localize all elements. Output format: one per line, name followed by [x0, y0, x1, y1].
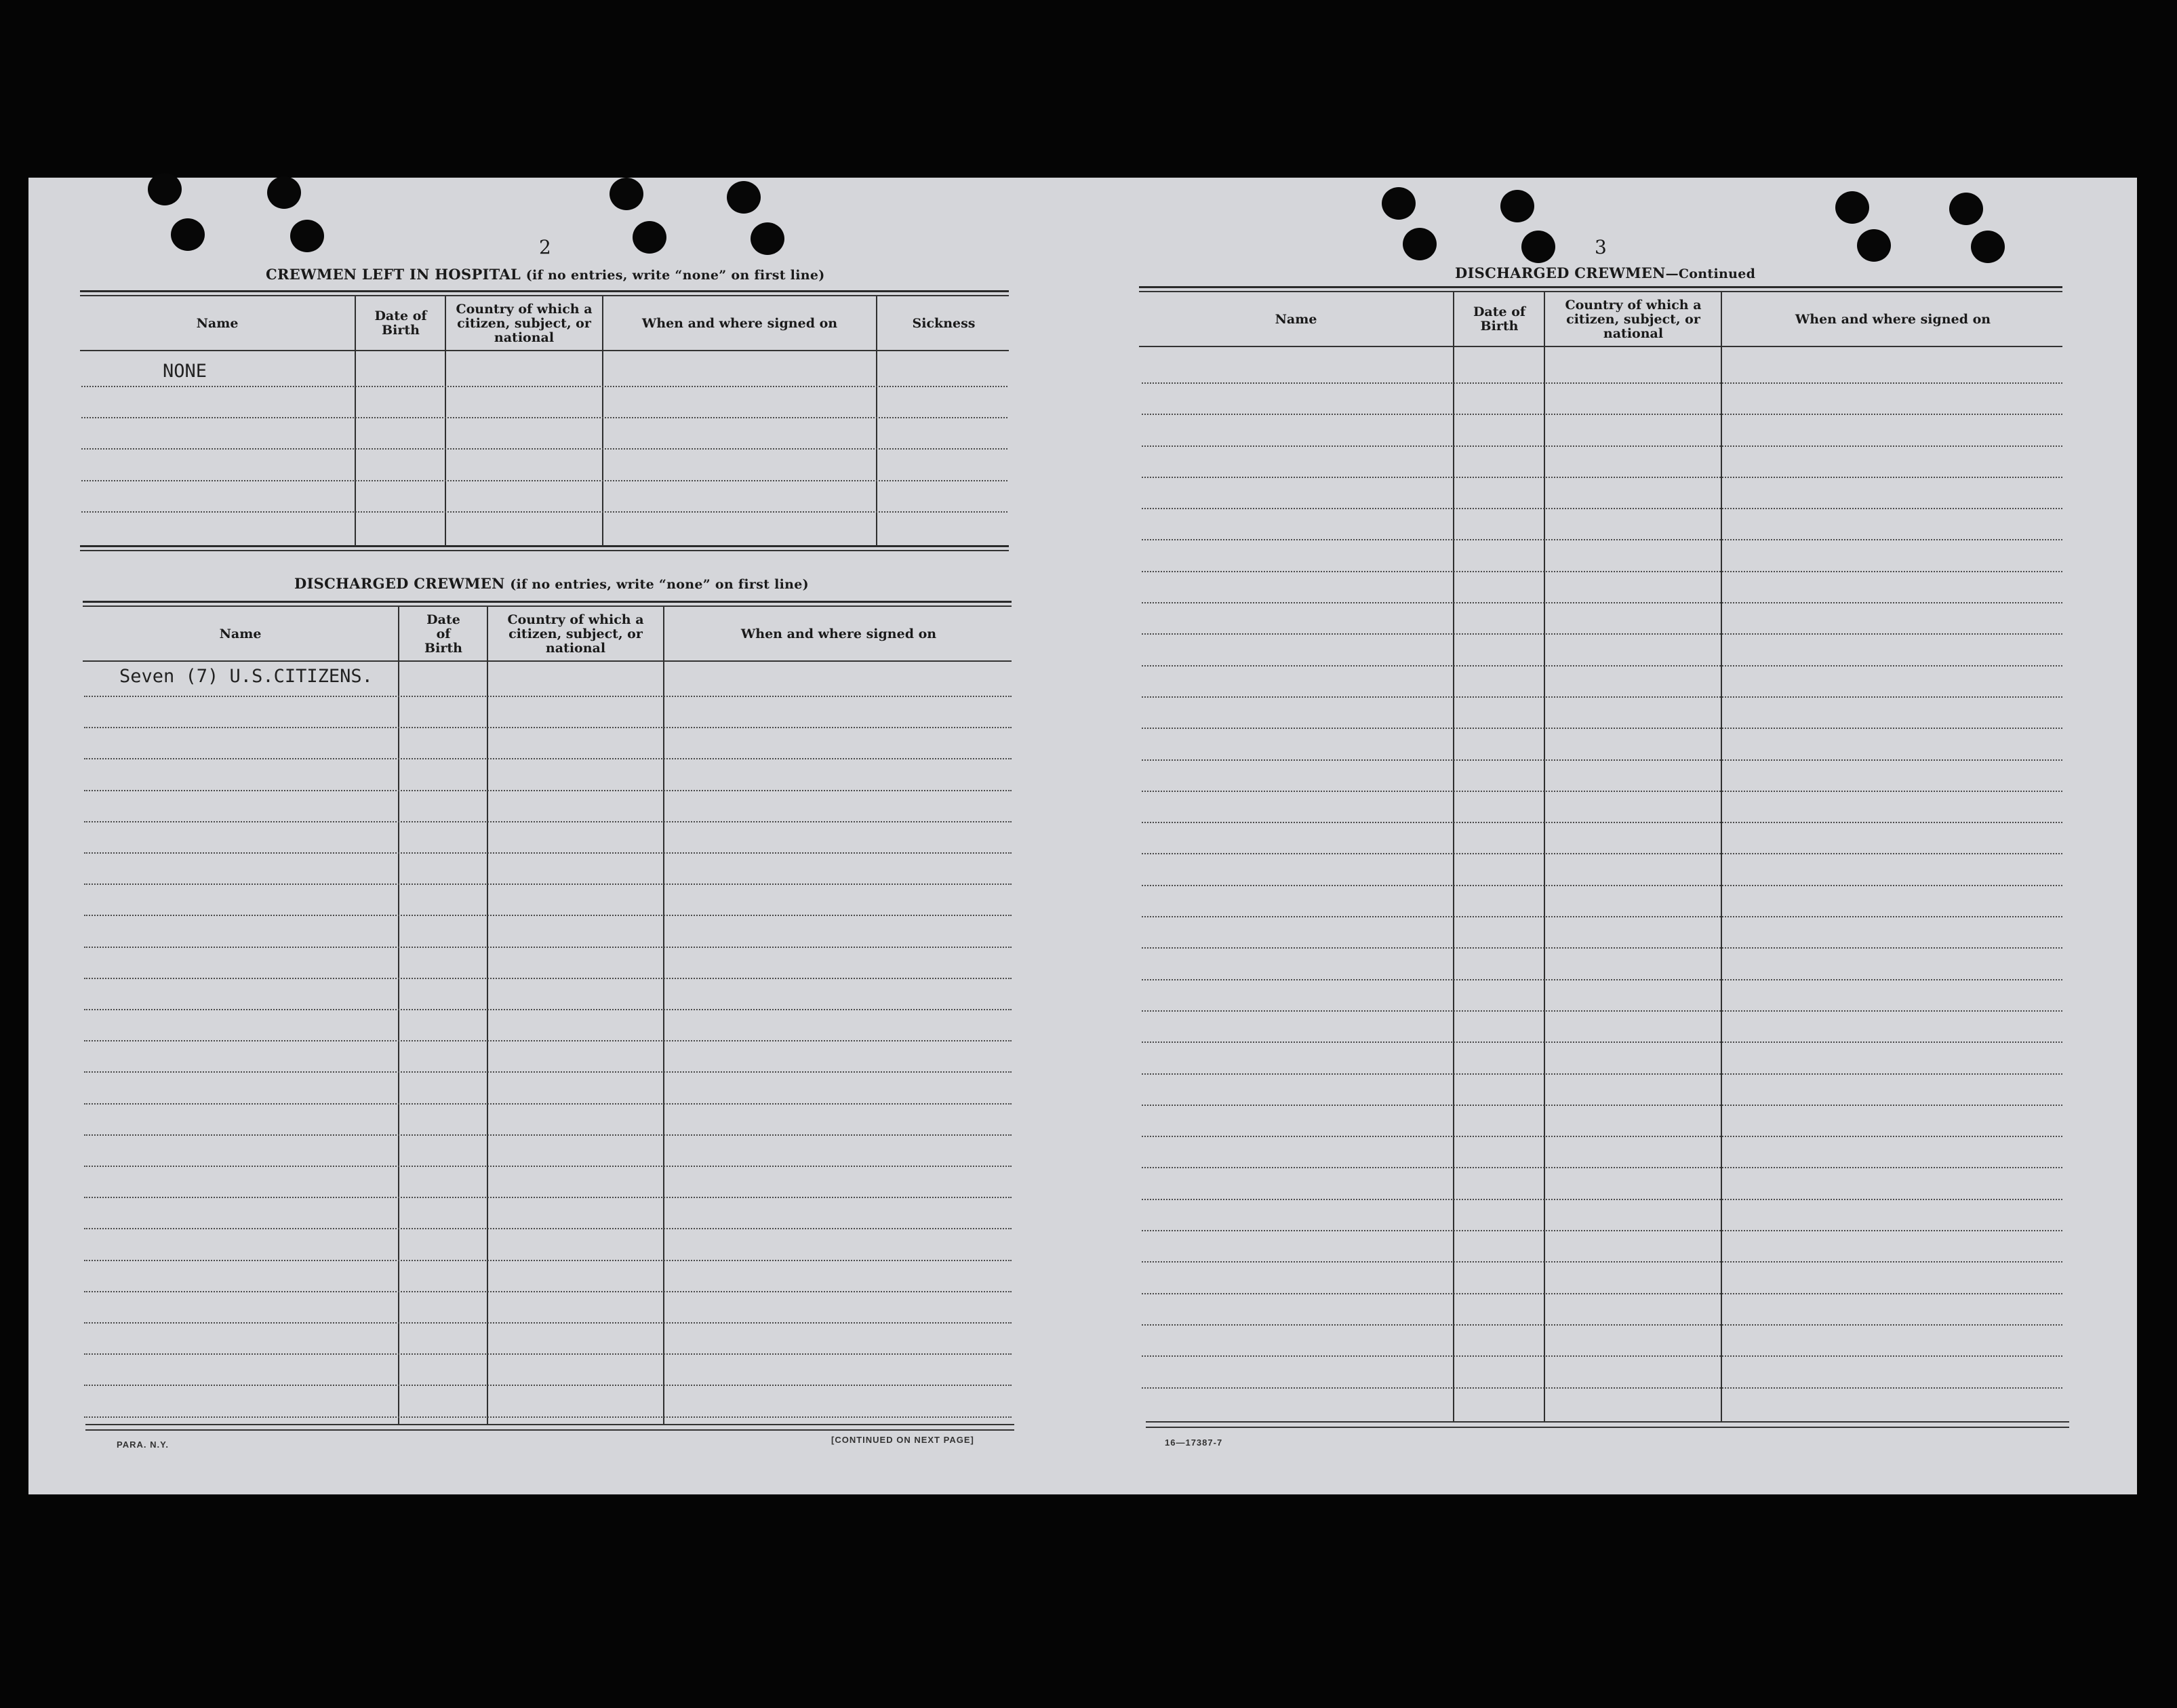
ruled-row-line — [84, 1385, 1012, 1386]
ruled-row-line — [84, 1353, 1012, 1355]
hospital-row-line — [81, 480, 1007, 481]
page-number-right: 3 — [1595, 236, 1607, 258]
ruled-row-line — [84, 1228, 1012, 1229]
hospital-col-divider — [355, 296, 356, 547]
right-header-signed: When and where signed on — [1795, 311, 1991, 327]
discharged-table-top-rule-2 — [83, 605, 1012, 607]
hospital-table-top-rule — [80, 290, 1009, 292]
right-col-divider — [1721, 292, 1722, 1422]
right-col-divider — [1453, 292, 1454, 1422]
ruled-row-line — [1142, 1293, 2062, 1294]
hospital-col-divider — [876, 296, 877, 547]
ruled-row-line — [84, 978, 1012, 979]
ruled-row-line — [1142, 1355, 2062, 1357]
hospital-entry-name: NONE — [163, 361, 207, 382]
discharged-header-name: Name — [219, 626, 262, 641]
ruled-row-line — [1142, 1136, 2062, 1137]
ruled-row-line — [1142, 696, 2062, 698]
punch-hole — [610, 178, 643, 210]
ruled-row-line — [1142, 633, 2062, 635]
ruled-row-line — [1142, 1261, 2062, 1263]
punch-hole — [1835, 191, 1869, 224]
ruled-row-line — [84, 947, 1012, 948]
hospital-header-dob: Date of Birth — [374, 309, 427, 338]
page-number-left: 2 — [539, 236, 551, 258]
ruled-row-line — [1142, 508, 2062, 509]
ruled-row-line — [1142, 728, 2062, 729]
right-table-bottom-rule-2 — [1146, 1427, 2069, 1428]
hospital-title-note: (if no entries, write “none” on first line) — [525, 268, 825, 283]
right-header-name: Name — [1275, 311, 1317, 327]
ruled-row-line — [1142, 571, 2062, 572]
ruled-row-line — [84, 696, 1012, 697]
ruled-row-line — [1142, 822, 2062, 823]
punch-hole — [1382, 187, 1416, 220]
discharged-col-divider — [663, 607, 664, 1425]
ruled-row-line — [1142, 665, 2062, 667]
ruled-row-line — [1142, 853, 2062, 854]
ruled-row-line — [84, 1291, 1012, 1292]
right-header-dob: Date of Birth — [1473, 304, 1526, 334]
right-table-bottom-rule — [1146, 1421, 2069, 1423]
hospital-table-top-rule-2 — [80, 295, 1009, 296]
right-table-top-rule — [1139, 286, 2062, 288]
discharged-section-title — [294, 575, 809, 592]
discharged-entry-name: Seven (7) U.S.CITIZENS. — [119, 666, 373, 687]
discharged-continued-suffix: —Continued — [1665, 266, 1756, 281]
ruled-row-line — [84, 758, 1012, 759]
punch-hole — [633, 221, 666, 254]
document-sheet — [28, 178, 2137, 1494]
ruled-row-line — [84, 790, 1012, 791]
discharged-table-top-rule — [83, 601, 1012, 603]
right-col-divider — [1544, 292, 1545, 1422]
ruled-row-line — [84, 1134, 1012, 1136]
ruled-row-line — [84, 1009, 1012, 1010]
punch-hole — [290, 220, 324, 252]
ruled-row-line — [1142, 1010, 2062, 1012]
ruled-row-line — [1142, 1073, 2062, 1075]
punch-hole — [1521, 231, 1555, 263]
printer-mark: PARA. N.Y. — [117, 1439, 169, 1450]
hospital-header-name: Name — [196, 315, 239, 331]
punch-hole — [171, 218, 205, 251]
ruled-row-line — [1142, 414, 2062, 415]
ruled-row-line — [1142, 445, 2062, 447]
discharged-continued-title — [1455, 264, 1755, 281]
punch-hole — [1500, 190, 1534, 222]
ruled-row-line — [1142, 1324, 2062, 1326]
form-code: 16—17387-7 — [1165, 1437, 1223, 1448]
ruled-row-line — [84, 727, 1012, 728]
hospital-header-rule — [80, 350, 1009, 351]
ruled-row-line — [84, 1166, 1012, 1167]
ruled-row-line — [1142, 1387, 2062, 1389]
ruled-row-line — [84, 1071, 1012, 1073]
discharged-col-divider — [487, 607, 488, 1425]
hospital-row-line — [81, 417, 1007, 418]
punch-hole — [148, 173, 182, 205]
hospital-section-title — [266, 266, 825, 283]
right-header-rule — [1139, 346, 2062, 347]
hospital-row-line — [81, 386, 1007, 387]
ruled-row-line — [84, 1197, 1012, 1198]
hospital-header-signed: When and where signed on — [641, 315, 838, 331]
ruled-row-line — [1142, 1230, 2062, 1231]
ruled-row-line — [1142, 947, 2062, 949]
ruled-row-line — [1142, 382, 2062, 384]
ruled-row-line — [84, 1260, 1012, 1261]
punch-hole — [727, 181, 761, 214]
ruled-row-line — [1142, 791, 2062, 792]
discharged-title-note: (if no entries, write “none” on first line) — [510, 577, 809, 592]
ruled-row-line — [84, 821, 1012, 822]
discharged-header-rule — [83, 660, 1012, 662]
discharged-header-country: Country of which a citizen, subject, or national — [507, 612, 644, 656]
ruled-row-line — [1142, 979, 2062, 980]
ruled-row-line — [84, 1322, 1012, 1324]
ruled-row-line — [1142, 885, 2062, 886]
discharged-col-divider — [398, 607, 399, 1425]
hospital-title-text: CREWMEN LEFT IN HOSPITAL — [266, 266, 521, 283]
ruled-row-line — [84, 1416, 1012, 1418]
hospital-row-line — [81, 448, 1007, 450]
ruled-row-line — [84, 883, 1012, 885]
right-table-top-rule-2 — [1139, 291, 2062, 292]
ruled-row-line — [1142, 602, 2062, 603]
ruled-row-line — [84, 852, 1012, 854]
ruled-row-line — [1142, 1041, 2062, 1043]
discharged-table-bottom-rule — [85, 1424, 1014, 1425]
ruled-row-line — [1142, 759, 2062, 761]
hospital-table-bottom-rule — [80, 545, 1009, 547]
ruled-row-line — [1142, 539, 2062, 540]
ruled-row-line — [1142, 1105, 2062, 1106]
punch-hole — [1971, 231, 2005, 263]
hospital-col-divider — [602, 296, 603, 547]
hospital-table-bottom-rule-2 — [80, 550, 1009, 551]
punch-hole — [1857, 229, 1891, 262]
hospital-header-sickness: Sickness — [912, 315, 976, 331]
ruled-row-line — [1142, 477, 2062, 478]
punch-hole — [1403, 228, 1437, 260]
discharged-title-text: DISCHARGED CREWMEN — [294, 575, 505, 592]
punch-hole — [267, 176, 301, 209]
ruled-row-line — [1142, 1199, 2062, 1200]
discharged-header-dob: Date of Birth — [424, 612, 462, 656]
ruled-row-line — [1142, 916, 2062, 917]
discharged-table-bottom-rule-2 — [85, 1429, 1014, 1431]
hospital-row-line — [81, 511, 1007, 513]
punch-hole — [751, 222, 784, 255]
hospital-header-country: Country of which a citizen, subject, or national — [456, 301, 593, 345]
right-header-country: Country of which a citizen, subject, or national — [1565, 297, 1702, 341]
ruled-row-line — [1142, 1167, 2062, 1168]
hospital-col-divider — [445, 296, 446, 547]
discharged-continued-title-text: DISCHARGED CREWMEN — [1455, 264, 1666, 281]
punch-hole — [1949, 193, 1983, 225]
continued-note: [CONTINUED ON NEXT PAGE] — [831, 1435, 974, 1445]
ruled-row-line — [84, 1040, 1012, 1041]
ruled-row-line — [84, 1103, 1012, 1105]
ruled-row-line — [84, 915, 1012, 916]
discharged-header-signed: When and where signed on — [740, 626, 937, 641]
